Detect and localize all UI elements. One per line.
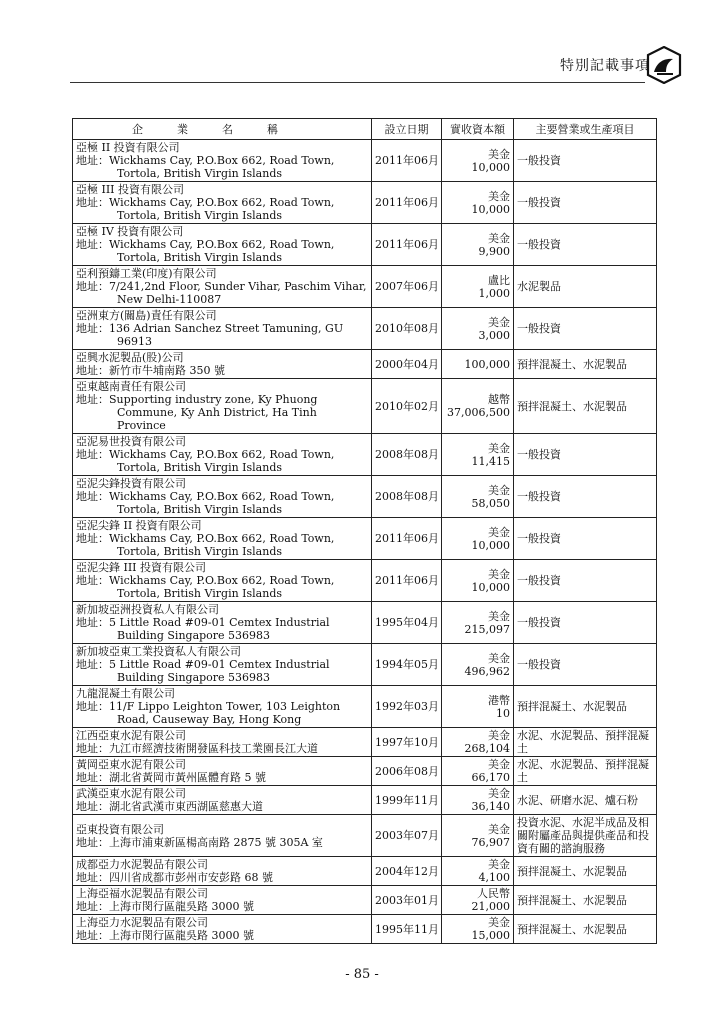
table-row bbox=[73, 350, 657, 379]
capital-currency: 美金 bbox=[488, 729, 510, 742]
company-address: 地址：湖北省武漢市東西湖區慈惠大道 bbox=[76, 800, 263, 813]
business-scope: 預拌混凝土、水泥製品 bbox=[514, 350, 657, 379]
established-date: 2003年07月 bbox=[372, 815, 442, 857]
company-address: 地址：Wickhams Cay, P.O.Box 662, Road Town, Tortola, British Virgin Islands bbox=[76, 238, 335, 264]
company-cell bbox=[73, 379, 372, 434]
capital-amount: 496,962 bbox=[464, 664, 510, 678]
business-scope: 水泥製品 bbox=[514, 266, 657, 308]
company-name: 江西亞東水泥有限公司 bbox=[76, 729, 186, 742]
company-name: 新加坡亞東工業投資私人有限公司 bbox=[76, 645, 241, 658]
table-row bbox=[73, 266, 657, 308]
column-header-business: 主要營業或生產項目 bbox=[514, 119, 657, 140]
business-scope: 預拌混凝土、水泥製品 bbox=[514, 379, 657, 434]
capital-currency: 美金 bbox=[488, 758, 510, 771]
header-rule bbox=[70, 82, 645, 83]
company-address: 地址：上海市閔行區龍吳路 3000 號 bbox=[76, 900, 254, 913]
established-date: 2011年06月 bbox=[372, 182, 442, 224]
capital-amount: 10,000 bbox=[471, 202, 510, 216]
capital-amount: 10,000 bbox=[471, 160, 510, 174]
capital-amount: 4,100 bbox=[478, 871, 510, 884]
company-cell bbox=[73, 757, 372, 786]
capital-cell bbox=[442, 786, 514, 815]
established-date: 2010年02月 bbox=[372, 379, 442, 434]
business-scope: 一般投資 bbox=[514, 182, 657, 224]
established-date: 2010年08月 bbox=[372, 308, 442, 350]
capital-cell bbox=[442, 560, 514, 602]
company-name: 亞極 IV 投資有限公司 bbox=[76, 225, 184, 238]
company-address: 地址：Wickhams Cay, P.O.Box 662, Road Town, Tortola, British Virgin Islands bbox=[76, 532, 335, 558]
capital-amount: 100,000 bbox=[464, 357, 510, 371]
business-scope: 水泥、水泥製品、預拌混凝土 bbox=[514, 728, 657, 757]
capital-currency: 美金 bbox=[488, 189, 510, 203]
company-address: 地址：Wickhams Cay, P.O.Box 662, Road Town, Tortola, British Virgin Islands bbox=[76, 448, 335, 474]
capital-amount: 21,000 bbox=[471, 900, 510, 913]
company-cell bbox=[73, 915, 372, 944]
table-row bbox=[73, 182, 657, 224]
company-cell bbox=[73, 266, 372, 308]
capital-cell bbox=[442, 518, 514, 560]
business-scope: 一般投資 bbox=[514, 518, 657, 560]
page-number: - 85 - bbox=[345, 967, 379, 982]
capital-amount: 10,000 bbox=[471, 538, 510, 552]
capital-currency: 美金 bbox=[488, 483, 510, 497]
company-name: 亞東越南責任有限公司 bbox=[76, 380, 186, 393]
section-title: 特別記載事項 bbox=[560, 58, 650, 74]
table-row bbox=[73, 379, 657, 434]
capital-currency: 美金 bbox=[488, 315, 510, 329]
column-header-name: 企業名稱 bbox=[73, 119, 372, 140]
capital-cell bbox=[442, 915, 514, 944]
company-address: 地址：5 Little Road #09-01 Cemtex Industrial Building Singapore 536983 bbox=[76, 658, 330, 684]
column-header-date: 設立日期 bbox=[372, 119, 442, 140]
capital-cell bbox=[442, 476, 514, 518]
company-cell bbox=[73, 686, 372, 728]
capital-cell bbox=[442, 686, 514, 728]
established-date: 1992年03月 bbox=[372, 686, 442, 728]
company-cell bbox=[73, 786, 372, 815]
business-scope: 預拌混凝土、水泥製品 bbox=[514, 886, 657, 915]
company-cell bbox=[73, 815, 372, 857]
company-name: 亞極 III 投資有限公司 bbox=[76, 183, 185, 196]
business-scope: 一般投資 bbox=[514, 224, 657, 266]
established-date: 2007年06月 bbox=[372, 266, 442, 308]
company-name: 亞洲東方(關島)責任有限公司 bbox=[76, 309, 217, 322]
established-date: 1997年10月 bbox=[372, 728, 442, 757]
company-name: 亞泥尖鋒投資有限公司 bbox=[76, 477, 186, 490]
capital-amount: 10,000 bbox=[471, 580, 510, 594]
company-table bbox=[72, 118, 657, 944]
company-cell bbox=[73, 434, 372, 476]
capital-amount: 215,097 bbox=[464, 622, 510, 636]
capital-amount: 15,000 bbox=[471, 929, 510, 942]
capital-currency: 美金 bbox=[488, 822, 510, 836]
company-logo-icon bbox=[645, 46, 683, 84]
company-cell bbox=[73, 308, 372, 350]
company-cell bbox=[73, 602, 372, 644]
table-row bbox=[73, 786, 657, 815]
capital-currency: 美金 bbox=[488, 231, 510, 245]
business-scope: 一般投資 bbox=[514, 560, 657, 602]
company-address: 地址：新竹市牛埔南路 350 號 bbox=[76, 364, 225, 377]
table-row bbox=[73, 224, 657, 266]
company-name: 亞興水泥製品(股)公司 bbox=[76, 351, 184, 364]
company-address: 地址：Wickhams Cay, P.O.Box 662, Road Town, Tortola, British Virgin Islands bbox=[76, 490, 335, 516]
table-row bbox=[73, 518, 657, 560]
table-row bbox=[73, 886, 657, 915]
capital-currency: 越幣 bbox=[488, 393, 510, 406]
established-date: 2011年06月 bbox=[372, 224, 442, 266]
capital-cell bbox=[442, 602, 514, 644]
established-date: 1995年04月 bbox=[372, 602, 442, 644]
capital-currency: 盧比 bbox=[488, 273, 510, 287]
column-header-capital: 實收資本額 bbox=[442, 119, 514, 140]
capital-currency: 美金 bbox=[488, 567, 510, 581]
established-date: 2008年08月 bbox=[372, 476, 442, 518]
capital-currency: 美金 bbox=[488, 651, 510, 665]
company-cell bbox=[73, 644, 372, 686]
capital-amount: 36,140 bbox=[471, 800, 510, 813]
company-cell bbox=[73, 350, 372, 379]
company-name: 亞泥易世投資有限公司 bbox=[76, 435, 186, 448]
established-date: 2011年06月 bbox=[372, 560, 442, 602]
established-date: 2006年08月 bbox=[372, 757, 442, 786]
company-cell bbox=[73, 224, 372, 266]
established-date: 2008年08月 bbox=[372, 434, 442, 476]
capital-amount: 1,000 bbox=[478, 286, 510, 300]
table-row bbox=[73, 728, 657, 757]
company-address: 地址：九江市經濟技術開發區科技工業園長江大道 bbox=[76, 742, 318, 755]
table-row bbox=[73, 686, 657, 728]
established-date: 1995年11月 bbox=[372, 915, 442, 944]
capital-amount: 37,006,500 bbox=[447, 406, 510, 419]
business-scope: 一般投資 bbox=[514, 602, 657, 644]
established-date: 2004年12月 bbox=[372, 857, 442, 886]
company-address: 地址：四川省成都市彭州市安彭路 68 號 bbox=[76, 871, 273, 884]
capital-amount: 11,415 bbox=[471, 454, 510, 468]
company-cell bbox=[73, 140, 372, 182]
business-scope: 預拌混凝土、水泥製品 bbox=[514, 915, 657, 944]
capital-cell bbox=[442, 857, 514, 886]
company-name: 黃岡亞東水泥有限公司 bbox=[76, 758, 186, 771]
table-row bbox=[73, 857, 657, 886]
company-name: 新加坡亞洲投資私人有限公司 bbox=[76, 603, 219, 616]
established-date: 2011年06月 bbox=[372, 518, 442, 560]
company-address: 地址：湖北省黃岡市黃州區體育路 5 號 bbox=[76, 771, 266, 784]
established-date: 1999年11月 bbox=[372, 786, 442, 815]
company-address: 地址：上海市浦東新區楊高南路 2875 號 305A 室 bbox=[76, 835, 323, 849]
capital-cell bbox=[442, 140, 514, 182]
business-scope: 投資水泥、水泥半成品及相關附屬產品與提供產品和投資有關的諮詢服務 bbox=[514, 815, 657, 857]
business-scope: 預拌混凝土、水泥製品 bbox=[514, 686, 657, 728]
company-address: 地址：136 Adrian Sanchez Street Tamuning, GU 96913 bbox=[76, 322, 344, 348]
capital-cell bbox=[442, 308, 514, 350]
capital-cell bbox=[442, 886, 514, 915]
table-header-row bbox=[73, 119, 657, 140]
table-row bbox=[73, 644, 657, 686]
capital-amount: 58,050 bbox=[471, 496, 510, 510]
company-name: 九龍混凝土有限公司 bbox=[76, 687, 175, 700]
capital-amount: 66,170 bbox=[471, 771, 510, 784]
table-row bbox=[73, 915, 657, 944]
business-scope: 預拌混凝土、水泥製品 bbox=[514, 857, 657, 886]
company-name: 上海亞力水泥製品有限公司 bbox=[76, 916, 208, 929]
established-date: 2003年01月 bbox=[372, 886, 442, 915]
table-row bbox=[73, 757, 657, 786]
business-scope: 一般投資 bbox=[514, 308, 657, 350]
company-address: 地址：5 Little Road #09-01 Cemtex Industrial Building Singapore 536983 bbox=[76, 616, 330, 642]
capital-amount: 9,900 bbox=[478, 244, 510, 258]
capital-currency: 美金 bbox=[488, 858, 510, 871]
capital-amount: 76,907 bbox=[471, 835, 510, 849]
table-row bbox=[73, 434, 657, 476]
capital-cell bbox=[442, 266, 514, 308]
company-name: 亞極 II 投資有限公司 bbox=[76, 141, 180, 154]
company-cell bbox=[73, 518, 372, 560]
capital-currency: 港幣 bbox=[488, 693, 510, 707]
established-date: 2000年04月 bbox=[372, 350, 442, 379]
capital-cell bbox=[442, 815, 514, 857]
company-name: 亞東投資有限公司 bbox=[76, 822, 164, 836]
table-row bbox=[73, 476, 657, 518]
capital-cell bbox=[442, 434, 514, 476]
company-address: 地址：Wickhams Cay, P.O.Box 662, Road Town, Tortola, British Virgin Islands bbox=[76, 154, 335, 180]
capital-amount: 3,000 bbox=[478, 328, 510, 342]
capital-currency: 美金 bbox=[488, 441, 510, 455]
capital-cell bbox=[442, 728, 514, 757]
company-name: 武漢亞東水泥有限公司 bbox=[76, 787, 186, 800]
capital-currency: 美金 bbox=[488, 916, 510, 929]
table-row bbox=[73, 602, 657, 644]
capital-amount: 268,104 bbox=[464, 742, 510, 755]
company-cell bbox=[73, 182, 372, 224]
business-scope: 水泥、研磨水泥、爐石粉 bbox=[514, 786, 657, 815]
table-row bbox=[73, 140, 657, 182]
company-address: 地址：Supporting industry zone, Ky Phuong Commune, Ky Anh District, Ha Tinh Province bbox=[76, 393, 318, 432]
table-body bbox=[73, 140, 657, 944]
capital-currency: 人民幣 bbox=[477, 887, 510, 900]
company-cell bbox=[73, 560, 372, 602]
capital-cell bbox=[442, 644, 514, 686]
established-date: 2011年06月 bbox=[372, 140, 442, 182]
company-address: 地址：Wickhams Cay, P.O.Box 662, Road Town, Tortola, British Virgin Islands bbox=[76, 196, 335, 222]
company-cell bbox=[73, 886, 372, 915]
capital-cell bbox=[442, 350, 514, 379]
company-name: 亞泥尖鋒 II 投資有限公司 bbox=[76, 519, 202, 532]
company-cell bbox=[73, 857, 372, 886]
capital-cell bbox=[442, 379, 514, 434]
established-date: 1994年05月 bbox=[372, 644, 442, 686]
capital-cell bbox=[442, 224, 514, 266]
company-address: 地址：7/241,2nd Floor, Sunder Vihar, Paschim Vihar, New Delhi-110087 bbox=[76, 280, 367, 306]
business-scope: 一般投資 bbox=[514, 644, 657, 686]
company-name: 上海亞福水泥製品有限公司 bbox=[76, 887, 208, 900]
company-name: 亞利預鑄工業(印度)有限公司 bbox=[76, 267, 217, 280]
capital-currency: 美金 bbox=[488, 525, 510, 539]
capital-cell bbox=[442, 757, 514, 786]
capital-currency: 美金 bbox=[488, 147, 510, 161]
capital-cell bbox=[442, 182, 514, 224]
company-address: 地址：上海市閔行區龍吳路 3000 號 bbox=[76, 929, 254, 942]
company-cell bbox=[73, 476, 372, 518]
company-cell bbox=[73, 728, 372, 757]
capital-amount: 10 bbox=[496, 706, 510, 720]
capital-currency: 美金 bbox=[488, 609, 510, 623]
table-row bbox=[73, 560, 657, 602]
company-address: 地址：Wickhams Cay, P.O.Box 662, Road Town, Tortola, British Virgin Islands bbox=[76, 574, 335, 600]
business-scope: 一般投資 bbox=[514, 434, 657, 476]
company-address: 地址：11/F Lippo Leighton Tower, 103 Leighton Road, Causeway Bay, Hong Kong bbox=[76, 700, 341, 726]
business-scope: 一般投資 bbox=[514, 476, 657, 518]
company-name: 成都亞力水泥製品有限公司 bbox=[76, 858, 208, 871]
capital-currency: 美金 bbox=[488, 787, 510, 800]
table-row bbox=[73, 815, 657, 857]
table-row bbox=[73, 308, 657, 350]
company-name: 亞泥尖鋒 III 投資有限公司 bbox=[76, 561, 207, 574]
business-scope: 一般投資 bbox=[514, 140, 657, 182]
business-scope: 水泥、水泥製品、預拌混凝土 bbox=[514, 757, 657, 786]
